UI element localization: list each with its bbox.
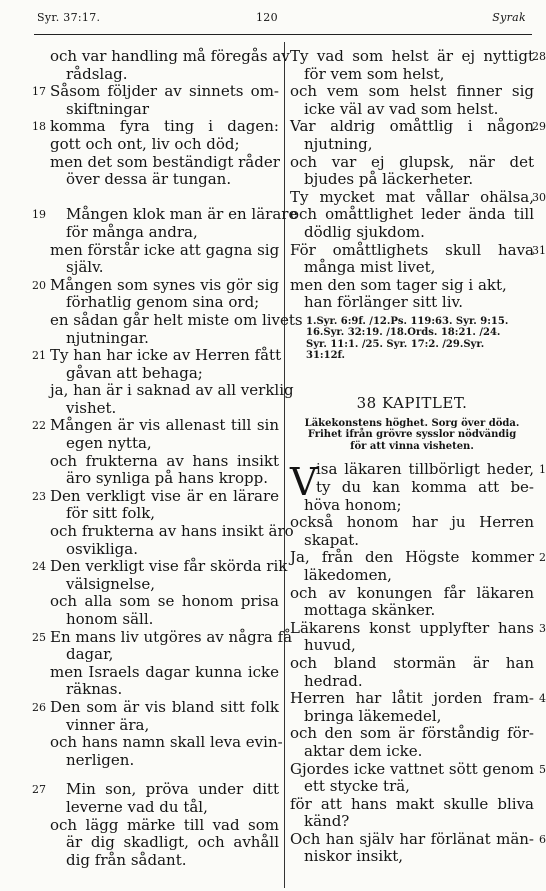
text-line: för många andra, xyxy=(66,222,198,241)
text-line: välsignelse, xyxy=(66,574,155,593)
text-line: rådslag. xyxy=(66,64,128,83)
text-line: mottaga skänker. xyxy=(304,601,436,620)
text-line: Och han själv har förlänat män- xyxy=(290,829,534,848)
text-line: leverne vad du tål, xyxy=(66,797,208,816)
text-line: Såsom följder av sinnets om- xyxy=(50,82,279,101)
text-line: höva honom; xyxy=(304,495,402,514)
text-line: och vem som helst finner sig xyxy=(290,82,534,101)
text-line: Mången klok man är en lärare xyxy=(66,205,298,224)
text-line: och alla som se honom prisa xyxy=(50,592,279,611)
verse-number: 17 xyxy=(32,85,46,99)
text-line: dödlig sjukdom. xyxy=(304,222,425,241)
verse-number: 6 xyxy=(539,832,546,846)
text-line: och bland stormän är han xyxy=(290,653,534,672)
text-line: ja, han är i saknad av all verklig xyxy=(50,381,294,400)
text-line: Mången som synes vis gör sig xyxy=(50,275,279,294)
text-line: vishet. xyxy=(66,398,117,417)
text-line: Gjordes icke vattnet sött genom xyxy=(290,759,534,778)
text-line: honom säll. xyxy=(66,610,154,628)
text-line: äro synliga på hans kropp. xyxy=(66,469,268,488)
verse-number: 27 xyxy=(32,783,46,797)
verse-line xyxy=(290,187,546,207)
text-line: vinner ära, xyxy=(66,715,150,734)
verse-line xyxy=(26,557,288,576)
verse-line xyxy=(290,240,546,260)
verse-line xyxy=(26,346,282,365)
verse-line xyxy=(26,699,279,717)
verse-line xyxy=(290,759,546,779)
text-line: Läkarens konst upplyfter hans xyxy=(290,618,534,637)
text-line: ett stycke trä, xyxy=(304,777,410,796)
text-line: Min son, pröva under ditt xyxy=(66,780,279,799)
text-line: För omåttlighets skull hava xyxy=(290,240,534,259)
text-line: Ty vad som helst är ej nyttigt xyxy=(290,47,534,65)
header-rule xyxy=(34,34,532,35)
text-line: och frukterna av hans insikt xyxy=(50,451,279,470)
text-line: är dig skadligt, och avhåll xyxy=(66,833,279,852)
text-line: Mången är vis allenast till sin xyxy=(50,416,279,435)
verse-number: 28 xyxy=(532,50,546,63)
verse-line xyxy=(26,627,293,647)
verse-line xyxy=(290,548,546,567)
chapter-title: 38 KAPITLET. xyxy=(356,393,468,412)
verse-line xyxy=(26,205,298,224)
stanza-gap xyxy=(26,189,279,207)
verse-number: 3 xyxy=(539,621,546,635)
text-line: komma fyra ting i dagen: xyxy=(50,117,279,136)
drop-cap: V xyxy=(290,460,318,505)
verse-number: 30 xyxy=(532,190,546,204)
text-line: och var ej glupsk, när det xyxy=(290,152,534,171)
text-line: dig från sådant. xyxy=(66,850,187,869)
left-column xyxy=(26,47,303,869)
text-line: och var handling må föregås av xyxy=(50,47,290,65)
text-line: och lägg märke till vad som xyxy=(50,815,279,834)
verse-number: 24 xyxy=(32,560,46,574)
text-line: En mans liv utgöres av några få xyxy=(50,627,293,646)
text-line: för vem som helst, xyxy=(304,64,445,83)
text-line: men det som beständigt råder xyxy=(50,152,280,171)
right-column xyxy=(290,47,546,866)
text-line: och omåttlighet leder ända till xyxy=(290,205,534,224)
verse-number: 2 xyxy=(539,551,546,565)
text-line: skiftningar xyxy=(66,99,149,118)
text-line: och den som är förståndig för- xyxy=(290,724,534,743)
verse-line xyxy=(290,689,546,708)
text-line: för sitt folk, xyxy=(66,504,156,523)
chapter-summary-line: Frihet ifrån grövre sysslor nödvändig xyxy=(307,429,517,441)
verse-number: 29 xyxy=(532,120,546,134)
verse-number: 1 xyxy=(539,463,546,477)
text-line: läkedomen, xyxy=(304,565,392,584)
text-line: dagar, xyxy=(66,645,114,664)
text-line: men den som tager sig i akt, xyxy=(290,275,507,294)
verse-line xyxy=(26,277,279,295)
running-head-book: Syrak xyxy=(492,11,526,24)
text-line: icke väl av vad som helst. xyxy=(304,99,499,118)
verse-line xyxy=(290,47,546,66)
text-line: Ty mycket mat vållar ohälsa, xyxy=(290,187,534,206)
chapter-summary-line: för att vinna visheten. xyxy=(350,440,474,452)
verse-number: 19 xyxy=(32,208,46,222)
text-line: Ja, från den Högste kommer xyxy=(290,548,534,567)
verse-line xyxy=(290,117,546,136)
text-line: över dessa är tungan. xyxy=(66,170,232,189)
verse-number: 25 xyxy=(32,630,46,644)
text-line: bringa läkemedel, xyxy=(304,706,442,725)
text-line: Ty han har icke av Herren fått xyxy=(50,346,282,365)
text-line: räknas. xyxy=(66,680,123,699)
verse-number: 18 xyxy=(32,120,46,134)
text-line: nerligen. xyxy=(66,750,135,769)
verse-line xyxy=(26,781,279,799)
verse-number: 22 xyxy=(32,419,46,433)
text-line: själv. xyxy=(66,258,104,277)
text-line: gott och ont, liv och död; xyxy=(50,134,240,153)
text-line: också honom har ju Herren xyxy=(290,513,534,532)
page-number: 120 xyxy=(256,11,278,24)
text-line: aktar dem icke. xyxy=(304,741,423,760)
text-line: njutning, xyxy=(304,134,373,153)
text-line: och hans namn skall leva evin- xyxy=(50,733,283,752)
text-line: isa läkaren tillbörligt heder, xyxy=(316,460,534,479)
text-line: bjudes på läckerheter. xyxy=(304,170,474,189)
text-line: Var aldrig omåttlig i någon xyxy=(290,117,534,136)
text-line: men Israels dagar kunna icke xyxy=(50,662,279,681)
text-line: men förstår icke att gagna sig xyxy=(50,240,280,259)
column-divider xyxy=(284,42,285,888)
footnote-line: Syr. 11:1. /25. Syr. 17:2. /29.Syr. xyxy=(306,338,485,350)
verse-number: 5 xyxy=(539,762,546,776)
running-head-reference: Syr. 37:17. xyxy=(37,11,101,24)
verse-line xyxy=(26,488,279,506)
text-line: hedrad. xyxy=(304,671,363,690)
verse-number: 23 xyxy=(32,489,46,503)
verse-number: 26 xyxy=(32,700,46,714)
text-line: huvud, xyxy=(304,636,356,655)
text-line: ty du kan komma att be- xyxy=(316,478,534,496)
verse-line xyxy=(290,829,546,849)
text-line: gåvan att behaga; xyxy=(66,363,203,382)
text-line: förhatlig genom sina ord; xyxy=(66,293,260,312)
text-line: han förlänger sitt liv. xyxy=(304,293,463,312)
footnote-line: 16.Syr. 32:19. /18.Ords. 18:21. /24. xyxy=(306,327,501,339)
verse-number: 20 xyxy=(32,278,46,292)
verse-number: 4 xyxy=(539,692,546,706)
footnote-line: 31:12f. xyxy=(306,350,345,362)
text-line: och frukterna av hans insikt äro xyxy=(50,522,294,541)
text-line: känd? xyxy=(304,812,350,831)
verse-line xyxy=(290,460,546,479)
text-line: för att hans makt skulle bliva xyxy=(290,794,534,813)
verse-line xyxy=(26,83,279,101)
text-line: många mist livet, xyxy=(304,258,436,277)
text-line: skapat. xyxy=(304,530,360,549)
text-line: och av konungen får läkaren xyxy=(290,583,534,602)
verse-line xyxy=(26,417,279,435)
text-line: Den verkligt vise är en lärare xyxy=(50,486,279,505)
text-line: osvikliga. xyxy=(66,539,138,558)
verse-number: 31 xyxy=(532,243,546,257)
verse-line xyxy=(290,618,546,638)
text-line: njutningar. xyxy=(66,328,149,347)
text-line: en sådan går helt miste om livets xyxy=(50,310,303,329)
text-line: Den som är vis bland sitt folk xyxy=(50,697,279,716)
verse-number: 21 xyxy=(32,349,46,363)
text-line: niskor insikt, xyxy=(304,847,404,866)
verse-line xyxy=(26,118,279,136)
footnote-line: 1.Syr. 6:9f. /12.Ps. 119:63. Syr. 9:15. xyxy=(306,315,509,327)
chapter-summary-line: Läkekonstens höghet. Sorg över döda. xyxy=(304,417,520,429)
text-line: Den verkligt vise får skörda rik xyxy=(50,557,288,576)
text-line: Herren har låtit jorden fram- xyxy=(290,689,534,708)
text-line: egen nytta, xyxy=(66,434,152,453)
